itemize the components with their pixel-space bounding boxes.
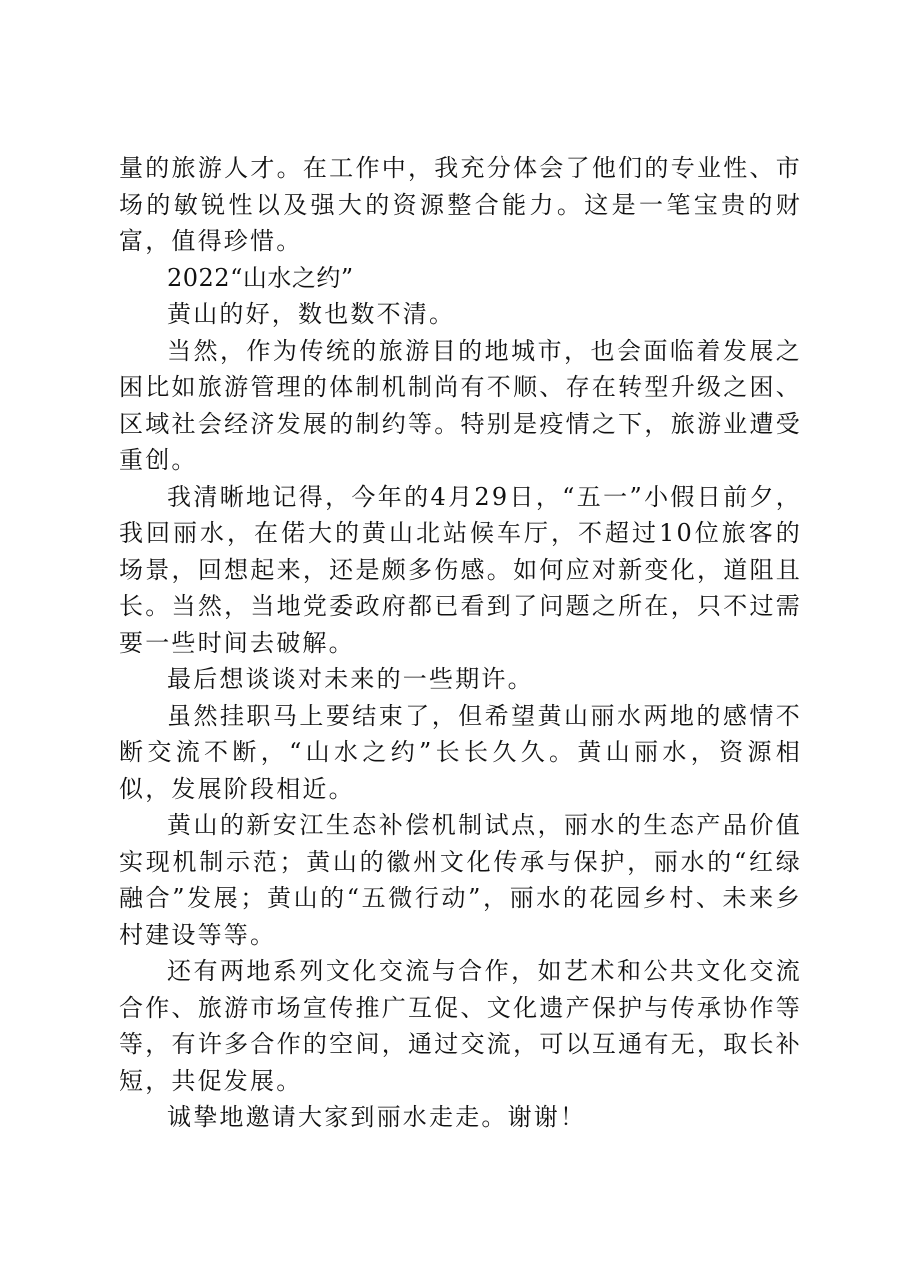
article-body: [119, 150, 802, 1136]
paragraph: 黄山的新安江生态补偿机制试点，丽水的生态产品价值实现机制示范；黄山的徽州文化传承与保护，丽水的“红绿融合”发展；黄山的“五微行动”，丽水的花园乡村、未来乡村建设等等。: [119, 811, 802, 949]
paragraph: 虽然挂职马上要结束了，但希望黄山丽水两地的感情不断交流不断，“山水之约”长长久久。黄山丽水，资源相似，发展阶段相近。: [119, 701, 802, 803]
paragraph: 当然，作为传统的旅游目的地城市，也会面临着发展之困比如旅游管理的体制机制尚有不顺、存在转型升级之困、区域社会经济发展的制约等。特别是疫情之下，旅游业遭受重创。: [119, 336, 802, 474]
closing-paragraph: 诚挚地邀请大家到丽水走走。谢谢！: [167, 1103, 587, 1131]
section-heading: 2022“山水之约”: [167, 263, 354, 292]
paragraph: 还有两地系列文化交流与合作，如艺术和公共文化交流合作、旅游市场宣传推广互促、文化遗产保护与传承协作等等，有许多合作的空间，通过交流，可以互通有无，取长补短，共促发展。: [119, 957, 802, 1095]
paragraph: 黄山的好，数也数不清。: [167, 300, 456, 328]
paragraph-continuation: 量的旅游人才。在工作中，我充分体会了他们的专业性、市场的敏锐性以及强大的资源整合能力。这是一笔宝贵的财富，值得珍惜。: [119, 154, 802, 255]
paragraph: 我清晰地记得，今年的4月29日，“五一”小假日前夕，我回丽水，在偌大的黄山北站候车厅，不超过10位旅客的场景，回想起来，还是颇多伤感。如何应对新变化，道阻且长。当然，当地党委政府都已看到了问题之所在，只不过需要一些时间去破解。: [119, 482, 802, 657]
paragraph: 最后想谈谈对未来的一些期许。: [167, 665, 534, 693]
